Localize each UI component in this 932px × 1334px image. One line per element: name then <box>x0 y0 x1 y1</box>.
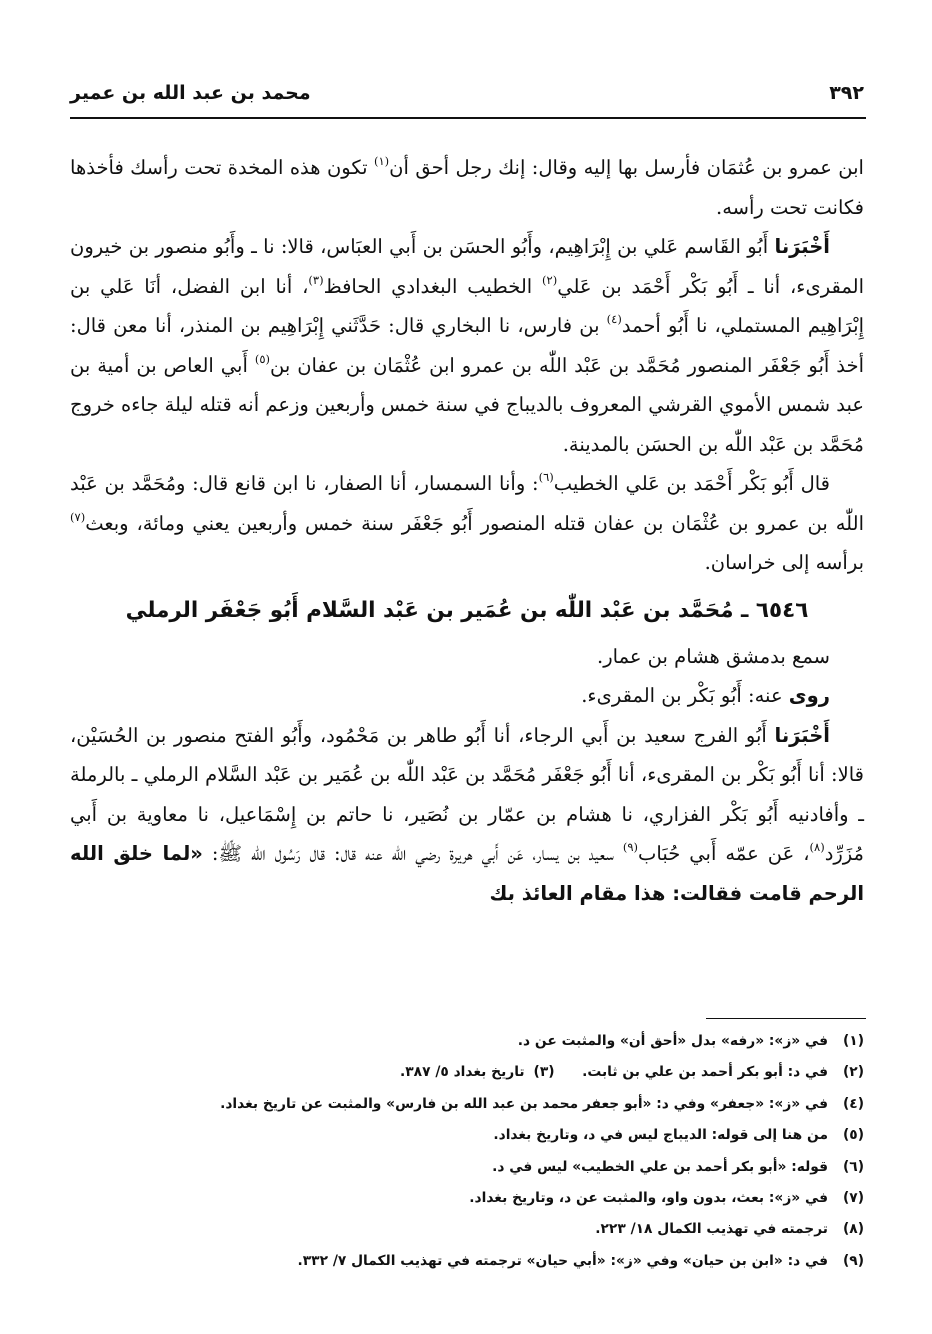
footnote-2: (٢)في د: أبو بكر أحمد بن علي بن ثابت. (٣)تاريخ بغداد ٥/ ٣٨٧. <box>100 1057 864 1088</box>
footnote-1: (١)في «ز»: «رفه» بدل «أحق أن» والمثبت عن د. <box>517 1033 864 1049</box>
footnotes <box>100 1026 864 1277</box>
footnote-ref-4: (٤) <box>606 312 622 326</box>
entry-title: ٦٥٤٦ ـ مُحَمَّد بن عَبْد اللّٰه بن عُمَير بن عَبْد السَّلام أَبُو جَعْفَر الرملي <box>125 597 809 623</box>
paragraph-2: أَخْبَرَنا أَبُو القَاسم عَلي بن إِبْرَاهِيم، وأَبُو الحسَن بن أَبي العبَاس، قالا: نا ـ وأَبُو منصور بن خيرون المقرىء، أنا ـ أَبُو بَكْر أَحْمَد بن عَلي$^{(٢)}$ الخطيب البغدادي الحافظ$^{(٣)}$، أنا ابن الفضل، أنَا عَلي بن إِبْرَاهِيم المستملي، نا أَبُو أحمد$^{(٤)}$ بن فارس، نا البخاري قال: حَدَّثَني إِبْرَاهِيم بن المنذر، أنا معن قال: أخذ أَبُو جَعْفَر المنصور مُحَمَّد بن عَبْد اللّٰه بن عمرو ابن عُثْمَان بن عفان بن$^{(٥)}$ أَبي العاص بن أمية بن عبد شمس الأموي القرشي المعروف بالديباج في سنة خمس وأربعين وزعم أنه قتله ليلة جاءه خروج مُحَمَّد بن عَبْد اللّٰه بن الحسَن بالمدينة. <box>70 235 864 456</box>
footnote-9: (٩)في د: «ابن بن حيان» وفي «ز»: «أبي حيان» ترجمته في تهذيب الكمال ٧/ ٣٣٢. <box>297 1252 864 1269</box>
header-rule <box>70 117 866 119</box>
footnote-ref-7: (٧) <box>70 509 86 524</box>
paragraph-4: سمع بدمشق هشام بن عمار. <box>597 644 830 668</box>
footnote-6: (٦)قوله: «أبو بكر أحمد بن علي الخطيب» ليس في د. <box>492 1158 864 1175</box>
footnote-ref-2: (٢) <box>542 272 558 287</box>
footnote-7: (٧)في «ز»: بعث، بدون واو، والمثبت عن د، وتاريخ بغداد. <box>469 1190 864 1207</box>
paragraph-5: روى عنه: أَبُو بَكْر بن المقرىء. <box>581 684 830 707</box>
footnote-ref-9: (٩) <box>622 840 639 854</box>
footnote-5: (٥)من هنا إلى قوله: الديباج ليس في د، وتاريخ بغداد. <box>493 1127 864 1144</box>
rawa-lead: روى <box>788 684 830 707</box>
page-header <box>70 82 864 114</box>
akhbarana-lead: أَخْبَرَنا <box>774 723 830 747</box>
footnote-8: (٨)ترجمته في تهذيب الكمال ١٨/ ٢٢٣. <box>595 1221 864 1238</box>
footnote-ref-8: (٨) <box>809 840 825 854</box>
footnote-rule <box>706 1018 866 1019</box>
hadith-text: «لما خلق الله الرحم قامت فقالت: هذا مقام العائذ بك <box>70 842 864 905</box>
footnote-ref-5: (٥) <box>254 351 270 366</box>
footnote-ref-6: (٦) <box>538 470 554 484</box>
main-text <box>70 148 864 913</box>
footnote-4: (٤)في «ز»: «جعفر» وفي د: «أبو جعفر محمد بن عبد الله بن فارس» والمثبت عن تاريخ بغداد. <box>220 1095 864 1112</box>
paragraph-3: قال أَبُو بَكْر أَحْمَد بن عَلي الخطيب$^{(٦)}$: وأنا السمسار، أنا الصفار، نا ابن قانع قال: ومُحَمَّد بن عَبْد اللّٰه بن عمرو بن عُثْمَان بن عفان قتله المنصور أَبُو جَعْفَر سنة خمس وأربعين يعني ومائة، وبعث$^{(٧)}$ برأسه إلى خراسان. <box>70 470 864 574</box>
footnote-ref-1: (١) <box>373 154 390 168</box>
akhbarana-lead: أَخْبَرَنا <box>774 235 830 258</box>
footnote-ref-3: (٣) <box>308 272 324 287</box>
paragraph-6: أَخْبَرَنا أَبُو الفرج سعيد بن أَبي الرجاء، أنا أَبُو طاهر بن مَحْمُود، وأَبُو الفتح منصور بن الحُسَيْن، قالا: أنا أَبُو بَكْر بن المقرىء، أنا أَبُو جَعْفَر مُحَمَّد بن عَبْد اللّٰه بن عُمَير بن عَبْد السَّلام الرملي ـ بالرملة ـ وأفادنيه أَبُو بَكْر الفزاري، نا هشام بن عمّار بن نُصَير، نا حاتم بن إِسْمَاعيل، نا معاوية بن أَبي مُزَرِّد$^{(٨)}$، عَن عمّه أَبي حُبَاب$^{(٩)}$ سعيد بن يسار، عَن أَبي هريرة رضي اللّٰه عنه قال: قال رَسُول اللّٰه ﷺ: «لما خلق الله الرحم قامت فقالت: هذا مقام العائذ بك <box>70 723 864 905</box>
footnote-3: (٣)تاريخ بغداد ٥/ ٣٨٧. <box>400 1064 555 1081</box>
paragraph-1: ابن عمرو بن عُثمَان فأرسل بها إليه وقال: إنك رجل أحق أن$^{(١)}$ تكون هذه المخدة تحت رأسك فأخذها فكانت تحت رأسه. <box>70 154 864 219</box>
page-number: ٣٩٢ <box>829 82 864 104</box>
running-title: محمد بن عبد الله بن عمير <box>70 82 311 104</box>
